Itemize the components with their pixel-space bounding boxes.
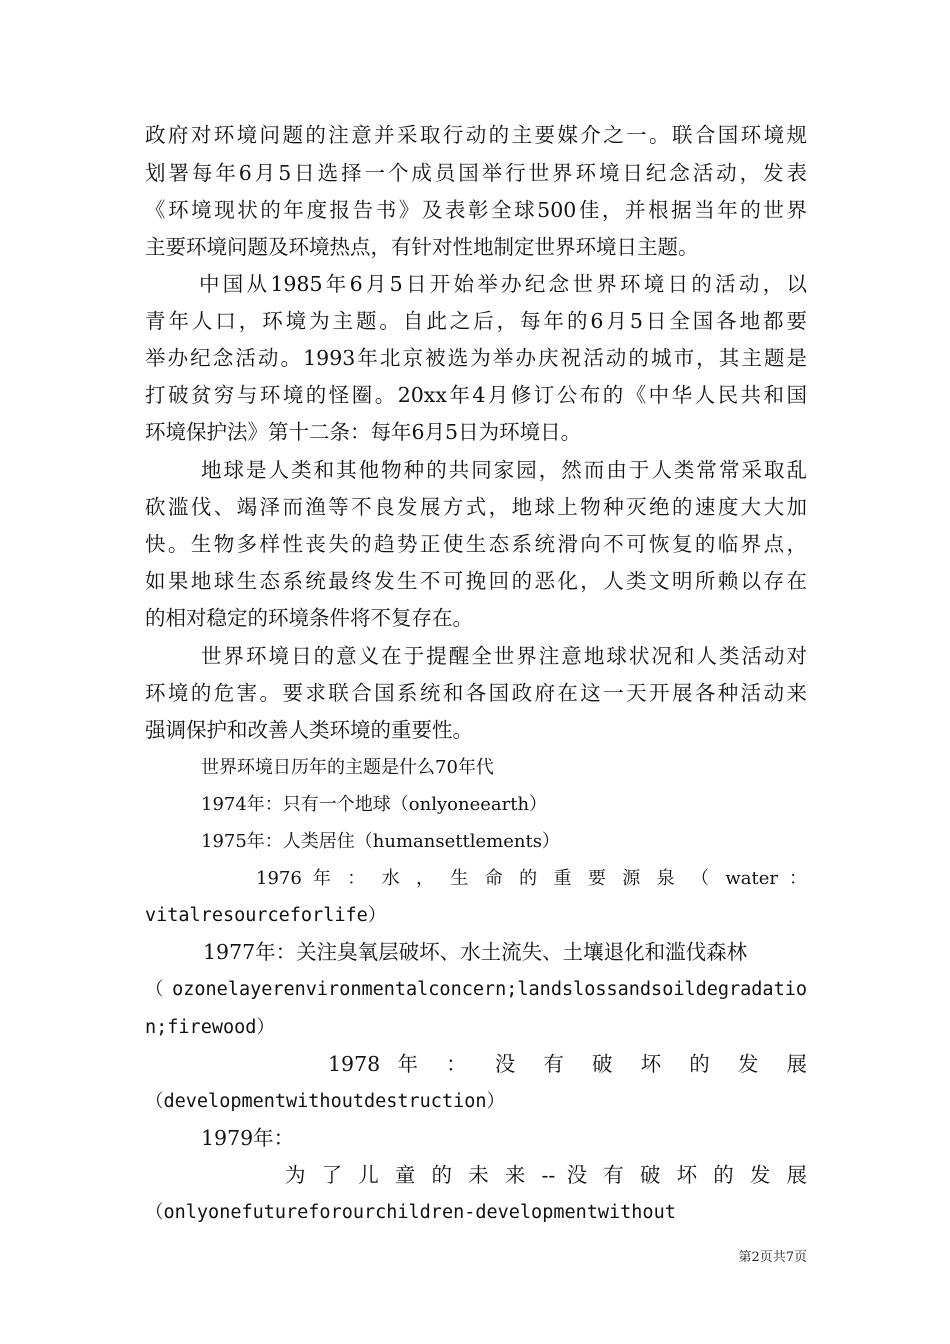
section-heading: 世界环境日历年的主题是什么70年代 [201, 757, 494, 778]
paragraph-line: 的相对稳定的环境条件将不复存在。 [145, 606, 473, 630]
paragraph-line: 快。生物多样性丧失的趋势正使生态系统滑向不可恢复的临界点， [145, 532, 807, 556]
theme-line-1978: 1978 年 ： 没 有 破 坏 的 发 展 [328, 1052, 807, 1076]
paragraph-line: 环境的危害。要求联合国系统和各国政府在这一天开展各种活动来 [145, 681, 807, 705]
paragraph-line: 划署每年6月5日选择一个成员国举行世界环境日纪念活动，发表 [145, 161, 807, 185]
paragraph-line: 中国从1985年6月5日开始举办纪念世界环境日的活动，以 [199, 272, 807, 296]
theme-line-1977-cont: （ozonelayerenvironmentalconcern;landslossandsoildegradatio [145, 979, 807, 1000]
paragraph-line: 强调保护和改善人类环境的重要性。 [145, 718, 473, 742]
paragraph-line: 打破贫穷与环境的怪圈。20xx年4月修订公布的《中华人民共和国 [145, 383, 807, 407]
paragraph-line: 如果地球生态系统最终发生不可挽回的恶化，人类文明所赖以存在 [145, 569, 807, 593]
page-number: 第2页共7页 [738, 1250, 807, 1265]
paragraph-line: 举办纪念活动。1993年北京被选为举办庆祝活动的城市，其主题是 [145, 346, 807, 370]
theme-line-1979-cn: 为 了 儿 童 的 未 来 -- 没 有 破 坏 的 发 展 [285, 1163, 807, 1187]
theme-line-1978-cont: （developmentwithoutdestruction） [145, 1091, 506, 1112]
theme-line-1977-cont2: n;firewood） [145, 1017, 275, 1038]
paragraph-line: 地球是人类和其他物种的共同家园，然而由于人类常常采取乱 [201, 458, 807, 482]
theme-line-1975: 1975年：人类居住（humansettlements） [201, 831, 560, 852]
theme-line-1979: 1979年： [201, 1126, 295, 1150]
paragraph-line: 环境保护法》第十二条：每年6月5日为环境日。 [145, 420, 582, 444]
theme-line-1976-cont: vitalresourceforlife） [145, 905, 387, 926]
paragraph-line: 青年人口，环境为主题。自此之后，每年的6月5日全国各地都要 [145, 309, 807, 333]
theme-line-1979-en: （onlyonefutureforourchildren-developmentwithout [145, 1202, 676, 1223]
theme-line-1977: 1977年：关注臭氧层破坏、水土流失、土壤退化和滥伐森林 [203, 940, 748, 964]
paragraph-line: 政府对环境问题的注意并采取行动的主要媒介之一。联合国环境规 [145, 123, 807, 147]
theme-line-1974: 1974年：只有一个地球（onlyoneearth） [201, 794, 548, 815]
theme-line-1976: 1976 年 ： 水 ， 生 命 的 重 要 源 泉 （ water ： [256, 868, 807, 889]
paragraph-line: 《环境现状的年度报告书》及表彰全球500佳，并根据当年的世界 [145, 198, 807, 222]
paragraph-line: 主要环境问题及环境热点，有针对性地制定世界环境日主题。 [145, 235, 699, 259]
paragraph-line: 砍滥伐、竭泽而渔等不良发展方式，地球上物种灭绝的速度大大加 [145, 495, 807, 519]
paragraph-line: 世界环境日的意义在于提醒全世界注意地球状况和人类活动对 [201, 644, 807, 668]
